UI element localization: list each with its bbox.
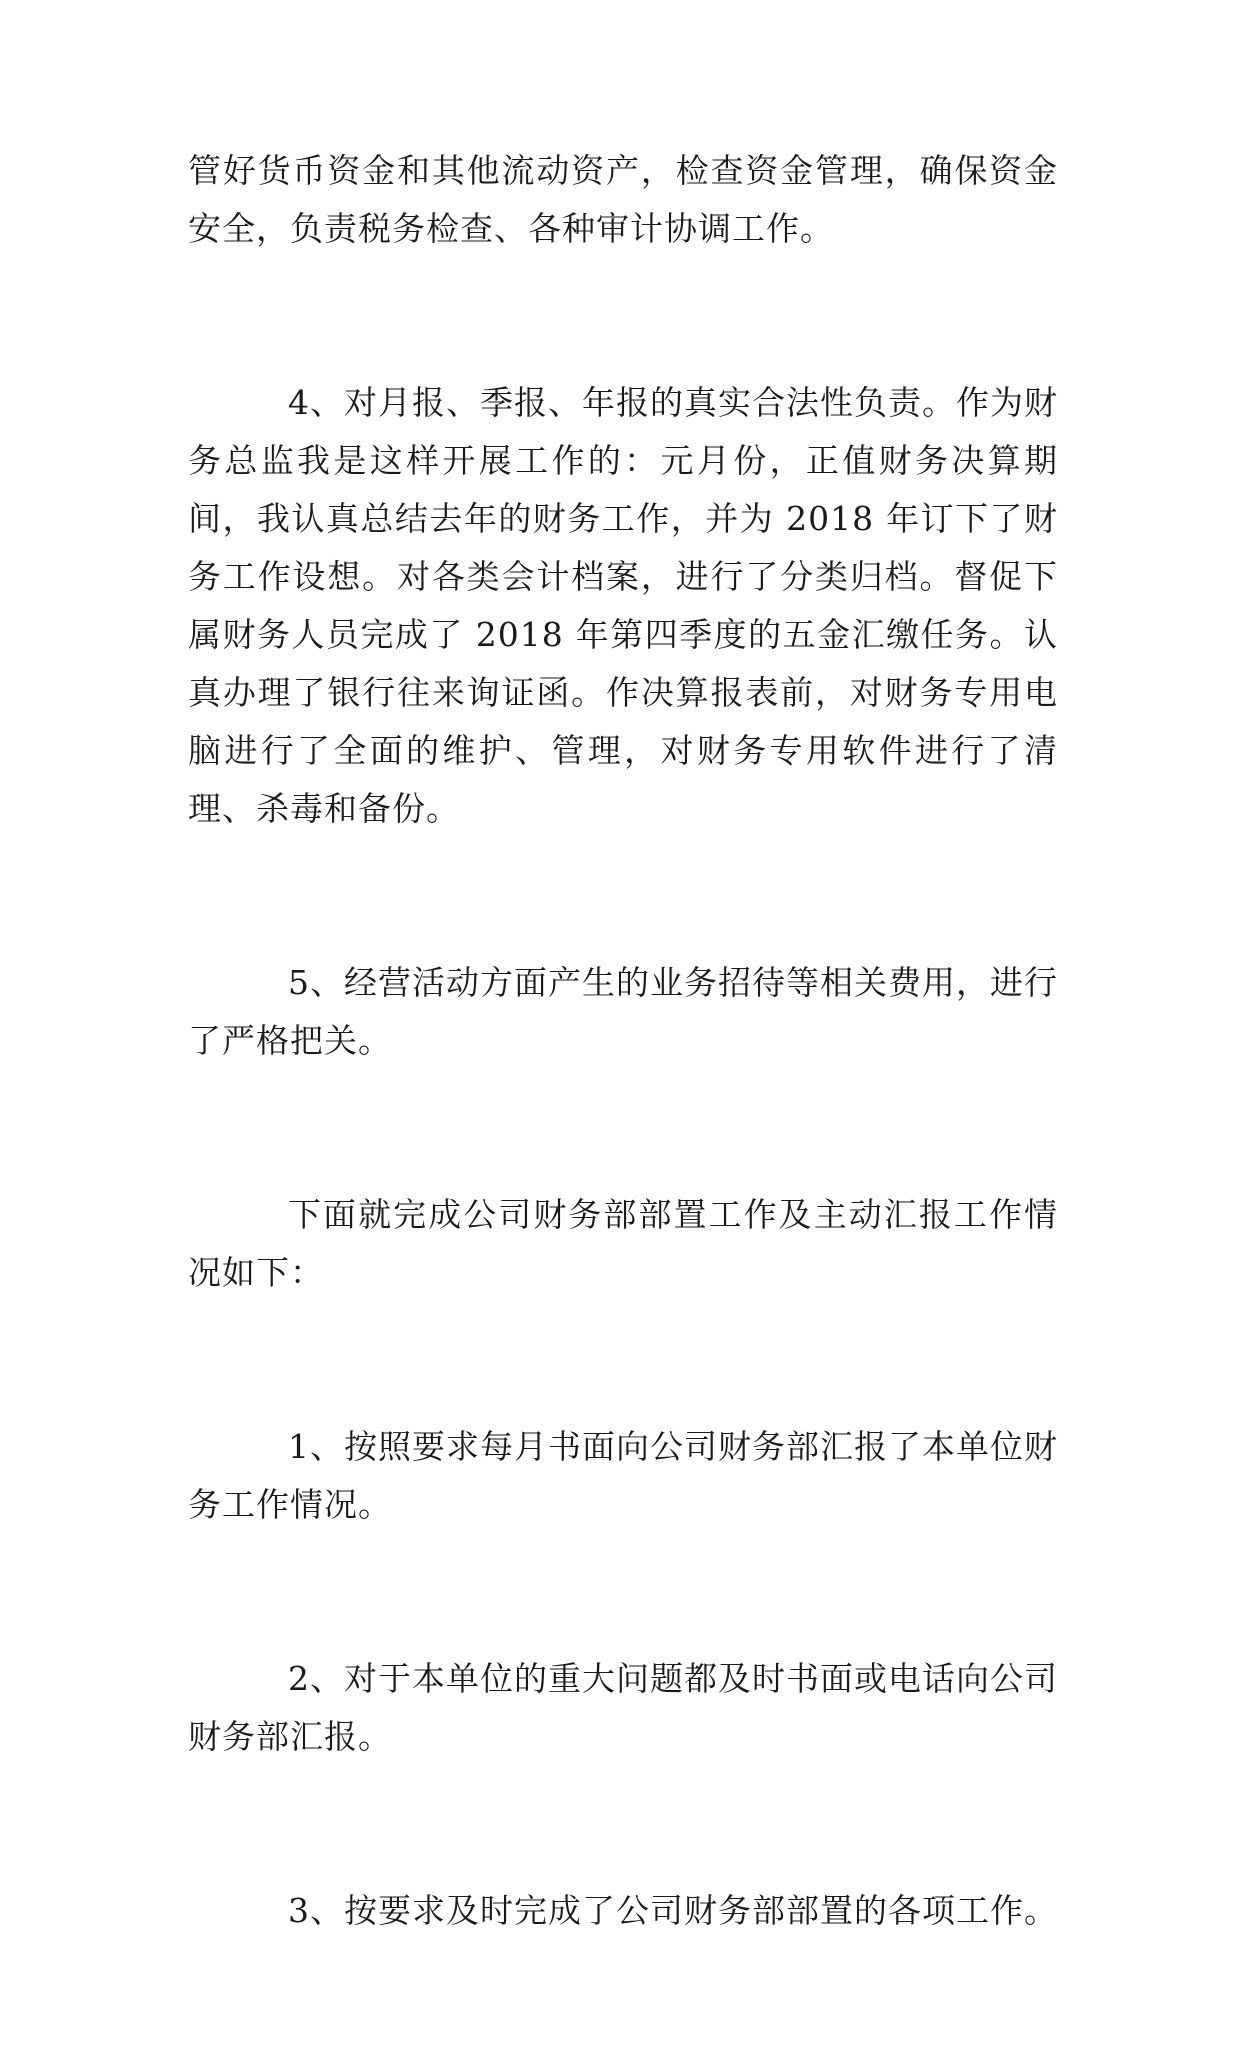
paragraph-item-5-expenses: 5、经营活动方面产生的业务招待等相关费用，进行了严格把关。 bbox=[188, 963, 1058, 1060]
paragraph-report-item-1: 1、按照要求每月书面向公司财务部汇报了本单位财务工作情况。 bbox=[188, 1427, 1058, 1524]
document-body bbox=[188, 142, 1058, 2056]
paragraph-report-item-3: 3、按要求及时完成了公司财务部部置的各项工作。 bbox=[288, 1891, 1058, 1930]
paragraph-report-intro: 下面就完成公司财务部部置工作及主动汇报工作情况如下： bbox=[188, 1195, 1058, 1292]
paragraph-report-item-2: 2、对于本单位的重大问题都及时书面或电话向公司财务部汇报。 bbox=[188, 1659, 1058, 1756]
paragraph-fund-management: 管好货币资金和其他流动资产，检查资金管理，确保资金安全，负责税务检查、各种审计协调工作。 bbox=[188, 151, 1058, 248]
paragraph-item-4-reports: 4、对月报、季报、年报的真实合法性负责。作为财务总监我是这样开展工作的：元月份，正值财务决算期间，我认真总结去年的财务工作，并为 2018 年订下了财务工作设想。对各类会计档案，进行了分类归档。督促下属财务人员完成了 2018 年第四季度的五金汇缴任务。认真办理了银行往来询证函。作决算报表前，对财务专用电脑进行了全面的维护、管理，对财务专用软件进行了清理、杀毒和备份。 bbox=[188, 383, 1058, 828]
